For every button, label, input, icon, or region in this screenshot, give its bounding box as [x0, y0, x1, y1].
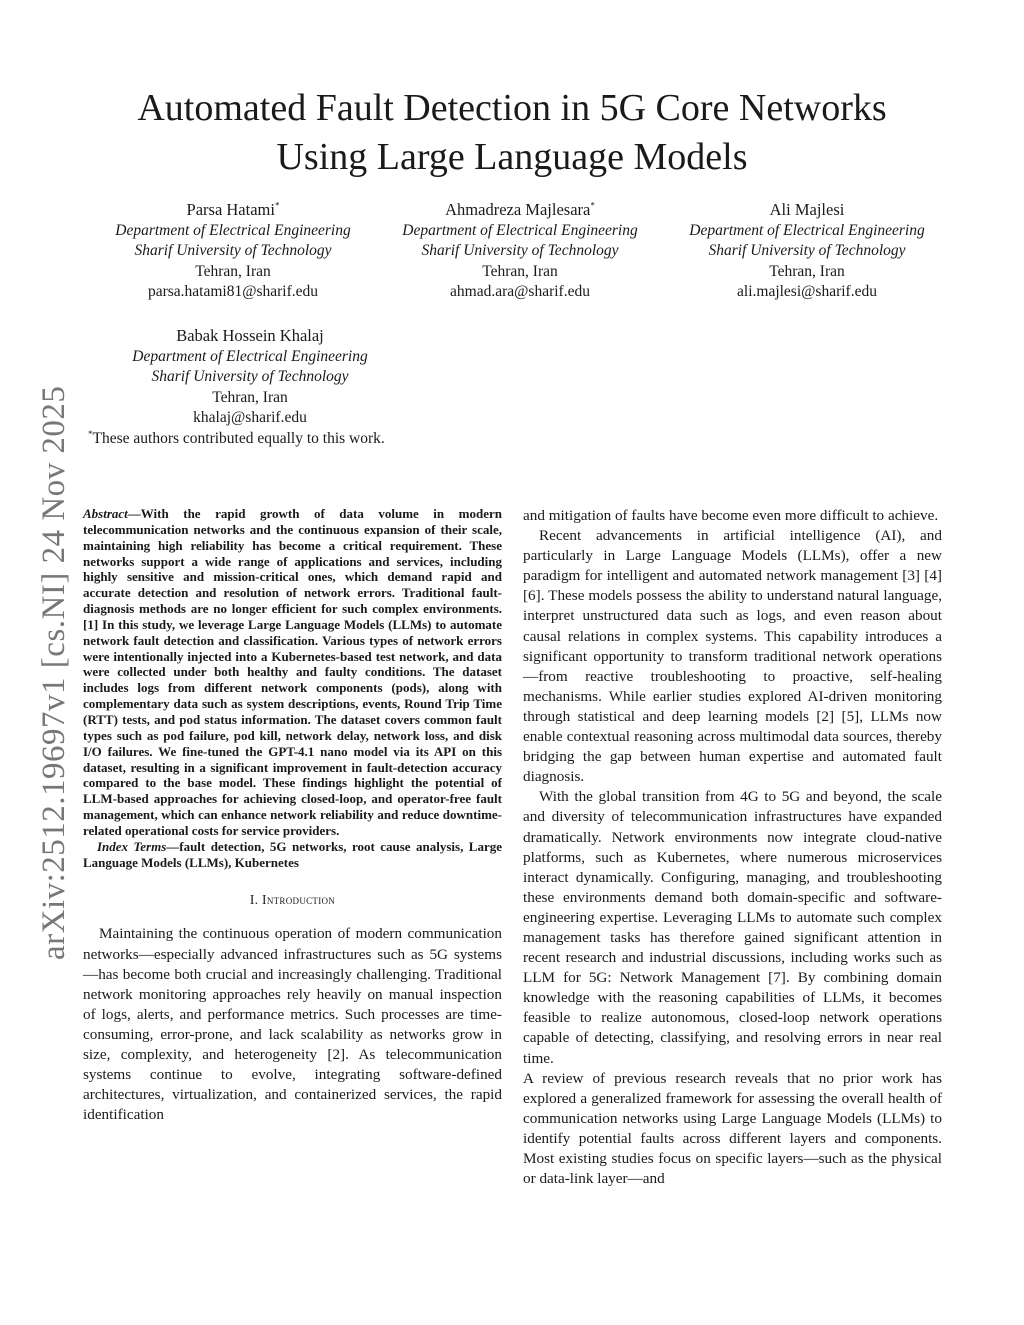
author-university: Sharif University of Technology	[151, 368, 349, 386]
author-block-2	[370, 200, 670, 303]
author-block-4	[100, 326, 400, 429]
intro-paragraph-3: With the global transition from 4G to 5G and beyond, the scale and diversity of telecommunication infrastructures have expanded dramatically. Network environments now integrate cloud-native platforms, such as Kubernetes, where numerous microservices interact dynamically. Configuring, managing, and troubleshooting these environments demand both domain-specific and software-engineering expertise. Leveraging LLMs to automate such complex management tasks has therefore gained significant attention in recent research and industrial discussions, including works such as LLM for 5G: Network Management [7]. By combining domain knowledge with the reasoning capabilities of LLMs, it becomes feasible to realize autonomous, closed-loop network operations capable of detecting, classifying, and resolving errors in near real time.	[523, 788, 942, 1067]
author-department: Department of Electrical Engineering	[402, 221, 638, 239]
author-name: Ahmadreza Majlesara	[445, 200, 591, 219]
left-column	[83, 506, 502, 1125]
author-name: Parsa Hatami	[186, 200, 275, 219]
author-block-1	[83, 200, 383, 303]
right-column	[523, 506, 942, 1189]
author-location: Tehran, Iran	[212, 388, 288, 406]
author-name: Babak Hossein Khalaj	[176, 326, 324, 345]
equal-contribution-mark: *	[590, 200, 595, 211]
author-university: Sharif University of Technology	[708, 242, 906, 260]
intro-paragraph-4: A review of previous research reveals that no prior work has explored a generalized framework for assessing the overall health of communication networks using Large Language Models (LLMs) to identify potential faults across different layers and components. Most existing studies focus on specific layers—such as the physical or data-link layer—and	[523, 1069, 942, 1188]
author-university: Sharif University of Technology	[421, 242, 619, 260]
author-location: Tehran, Iran	[195, 262, 271, 280]
author-university: Sharif University of Technology	[134, 242, 332, 260]
author-email: khalaj@sharif.edu	[193, 409, 307, 427]
abstract-label: Abstract	[83, 506, 128, 521]
intro-paragraph-1-continued: and mitigation of faults have become even more difficult to achieve.	[523, 507, 939, 524]
author-email: parsa.hatami81@sharif.edu	[147, 283, 319, 301]
author-block-3	[657, 200, 957, 303]
equal-contribution-mark: *	[274, 200, 280, 211]
author-department: Department of Electrical Engineering	[689, 221, 925, 239]
section-heading-introduction: I. Introduction	[249, 892, 336, 908]
intro-paragraph-2: Recent advancements in artificial intelligence (AI), and particularly in Large Language Models (LLMs), offer a new paradigm for intelligent and automated network management [3] [4] [6]. These models possess the ability to understand natural language, interpret unstructured data such as logs, and even reason about causal relations in complex systems. This capability introduces a significant opportunity to transform traditional network operations—from reactive troubleshooting to proactive, self-healing mechanisms. While earlier studies explored AI-driven monitoring through statistical and deep learning models [2] [5], LLMs now enable contextual reasoning across multimodal data sources, thereby bridging the gap between human expertise and automated fault diagnosis.	[523, 527, 942, 786]
equal-contribution-footnote	[88, 430, 385, 448]
index-terms-text: —fault detection, 5G networks, root cause analysis, Large Language Models (LLMs), Kubernetes	[83, 838, 502, 870]
author-email: ahmad.ara@sharif.edu	[450, 283, 590, 301]
index-terms	[83, 839, 502, 871]
paper-title	[0, 84, 1024, 182]
author-email: ali.majlesi@sharif.edu	[737, 283, 877, 301]
author-location: Tehran, Iran	[482, 262, 558, 280]
footnote-text: These authors contributed equally to this work.	[92, 430, 385, 447]
author-name: Ali Majlesi	[769, 200, 845, 219]
index-terms-label: Index Terms	[97, 838, 167, 854]
abstract-text: —With the rapid growth of data volume in modern telecommunication networks and the continuous expansion of their scale, maintaining high reliability has become a critical requirement. These networks support a wide range of applications and services, including highly sensitive and mission-critical ones, which demand rapid and accurate detection and resolution of network errors. Traditional fault-diagnosis methods are no longer efficient for such complex environments. [1] In this study, we leverage Large Language Models (LLMs) to automate network fault detection and classification. Various types of network errors were intentionally injected into a Kubernetes-based test network, and data were collected under both healthy and faulty conditions. The dataset includes logs from different network components (pods), along with complementary data such as system descriptions, events, Round Trip Time (RTT) tests, and pod status information. The dataset covers common fault types such as pod failure, pod kill, network delay, network loss, and disk I/O failures. We fine-tuned the GPT-4.1 nano model via its API on this dataset, resulting in a significant improvement in fault-detection accuracy compared to the base model. These findings highlight the potential of LLM-based approaches for achieving closed-loop, and operator-free fault management, which can enhance network reliability and reduce downtime-related operational costs for service providers.	[83, 506, 502, 838]
paper-title-line-2: Using Large Language Models	[276, 136, 748, 178]
abstract	[83, 506, 502, 839]
author-department: Department of Electrical Engineering	[132, 347, 368, 365]
paper-title-line-1: Automated Fault Detection in 5G Core Networks	[137, 87, 887, 129]
author-location: Tehran, Iran	[769, 262, 845, 280]
footnote-mark: *	[88, 428, 93, 439]
author-department: Department of Electrical Engineering	[115, 221, 351, 239]
arxiv-identifier-stamp: arXiv:2512.19697v1 [cs.NI] 24 Nov 2025	[36, 385, 72, 960]
intro-paragraph-1: Maintaining the continuous operation of modern communication networks—especially advanced infrastructures such as 5G systems—has become both crucial and increasingly challenging. Traditional network monitoring approaches rely heavily on manual inspection of logs, alerts, and performance metrics. Such processes are time-consuming, error-prone, and lack scalability as networks grow in size, complexity, and heterogeneity [2]. As telecommunication systems continue to evolve, integrating software-defined architectures, virtualization, and containerized services, the rapid identification	[83, 925, 502, 1124]
